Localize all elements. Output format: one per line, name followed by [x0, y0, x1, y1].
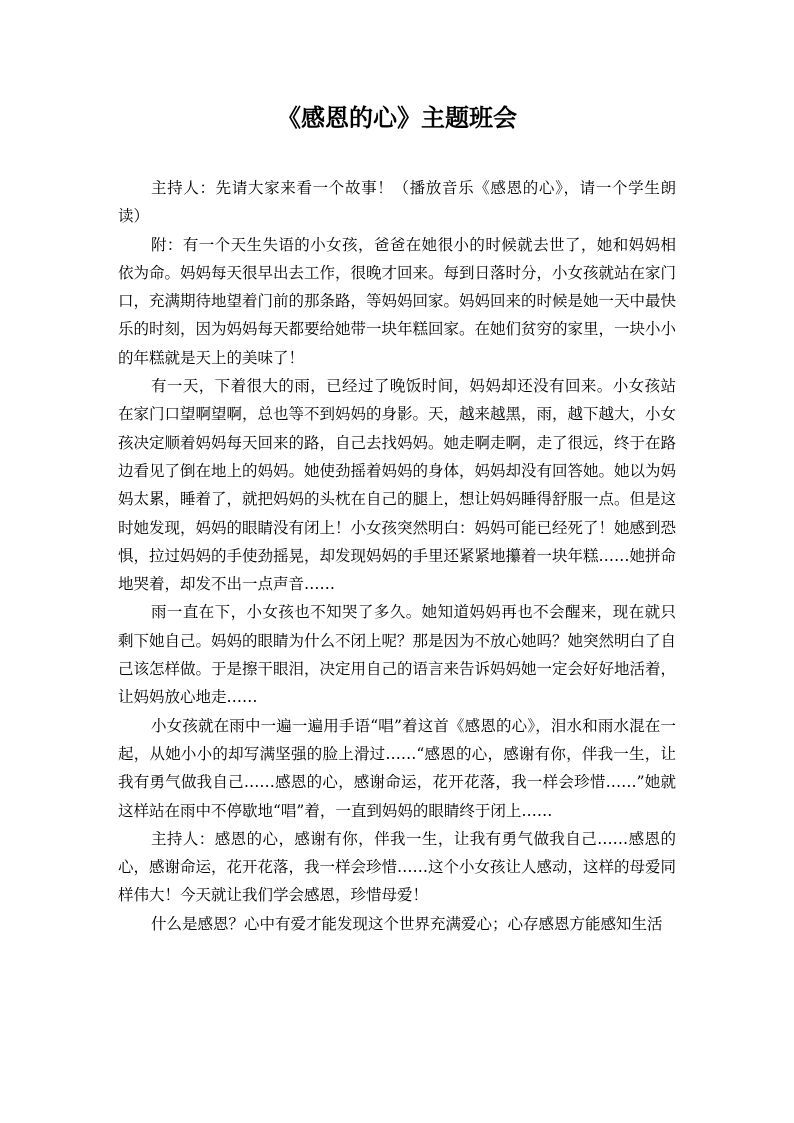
document-title: 《感恩的心》主题班会 [277, 103, 517, 132]
document-body [118, 174, 676, 938]
paragraph-story-1: 附：有一个天生失语的小女孩，爸爸在她很小的时候就去世了，她和妈妈相依为命。妈妈每天很早出去工作，很晚才回来。每到日落时分，小女孩就站在家门口，充满期待地望着门前的那条路，等妈妈回家。妈妈回来的时候是她一天中最快乐的时刻，因为妈妈每天都要给她带一块年糕回家。在她们贫穷的家里，一块小小的年糕就是天上的美味了！ [118, 235, 677, 367]
paragraph-story-4: 小女孩就在雨中一遍一遍用手语“唱”着这首《感恩的心》，泪水和雨水混在一起，从她小小的却写满坚强的脸上滑过……“感恩的心，感谢有你，伴我一生，让我有勇气做我自己……感恩的心，感谢命运，花开花落，我一样会珍惜……”她就这样站在雨中不停歇地“唱”着，一直到妈妈的眼睛终于闭上…… [118, 716, 676, 820]
paragraph-gratitude: 什么是感恩？心中有爱才能发现这个世界充满爱心；心存感恩方能感知生活 [151, 914, 663, 933]
paragraph-story-3: 雨一直在下，小女孩也不知哭了多久。她知道妈妈再也不会醒来，现在就只剩下她自己。妈妈的眼睛为什么不闭上呢？那是因为不放心她吗？她突然明白了自己该怎样做。于是擦干眼泪，决定用自己的语言来告诉妈妈她一定会好好地活着，让妈妈放心地走…… [118, 603, 677, 707]
paragraph-host-intro: 主持人：先请大家来看一个故事！（播放音乐《感恩的心》，请一个学生朗读） [118, 179, 676, 226]
paragraph-host-remark: 主持人：感恩的心，感谢有你，伴我一生，让我有勇气做我自己……感恩的心，感谢命运，花开花落，我一样会珍惜……这个小女孩让人感动，这样的母爱同样伟大！今天就让我们学会感恩，珍惜母爱！ [118, 829, 677, 905]
paragraph-story-2: 有一天，下着很大的雨，已经过了晚饭时间，妈妈却还没有回来。小女孩站在家门口望啊望啊，总也等不到妈妈的身影。天，越来越黑，雨，越下越大，小女孩决定顺着妈妈每天回来的路，自己去找妈妈。她走啊走啊，走了很远，终于在路边看见了倒在地上的妈妈。她使劲摇着妈妈的身体，妈妈却没有回答她。她以为妈妈太累，睡着了，就把妈妈的头枕在自己的腿上，想让妈妈睡得舒服一点。但是这时她发现，妈妈的眼睛没有闭上！小女孩突然明白：妈妈可能已经死了！她感到恐惧，拉过妈妈的手使劲摇晃，却发现妈妈的手里还紧紧地攥着一块年糕……她拼命地哭着，却发不出一点声音…… [118, 377, 677, 594]
